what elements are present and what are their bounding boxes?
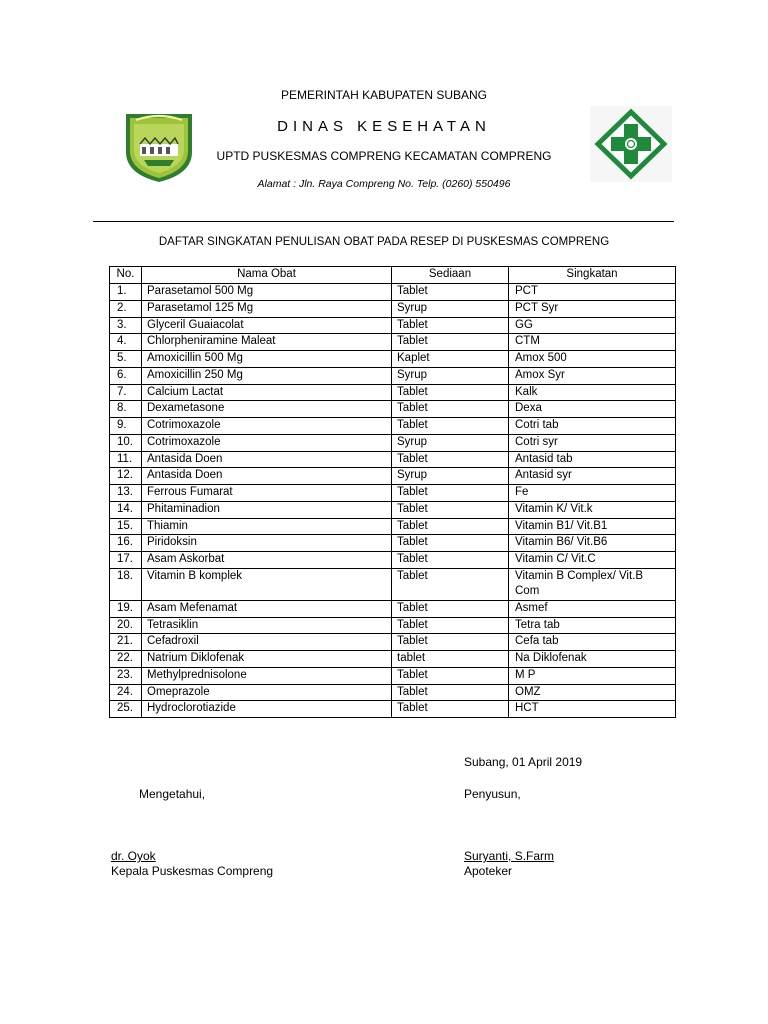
drug-name: Parasetamol 500 Mg — [142, 284, 392, 301]
dosage-form: Tablet — [392, 568, 509, 600]
table-row — [110, 651, 676, 668]
drug-name: Hydroclorotiazide — [142, 701, 392, 718]
abbreviation: PCT Syr — [509, 300, 676, 317]
row-number: 15. — [110, 518, 142, 535]
drug-name: Antasida Doen — [142, 468, 392, 485]
abbreviation: Vitamin C/ Vit.C — [509, 552, 676, 569]
abbreviation: Vitamin B Complex/ Vit.B Com — [509, 568, 676, 600]
table-row — [110, 384, 676, 401]
table-row — [110, 634, 676, 651]
dosage-form: tablet — [392, 651, 509, 668]
dosage-form: Tablet — [392, 334, 509, 351]
dosage-form: Tablet — [392, 401, 509, 418]
abbreviation: Vitamin B1/ Vit.B1 — [509, 518, 676, 535]
signature-left-name: dr. Oyok — [111, 849, 156, 863]
abbreviation: Vitamin B6/ Vit.B6 — [509, 535, 676, 552]
abbreviation: HCT — [509, 701, 676, 718]
drug-name: Phitaminadion — [142, 501, 392, 518]
drug-name: Chlorpheniramine Maleat — [142, 334, 392, 351]
table-row — [110, 434, 676, 451]
abbreviation: Cotri syr — [509, 434, 676, 451]
abbreviation: Cotri tab — [509, 418, 676, 435]
drug-name: Glyceril Guaiacolat — [142, 317, 392, 334]
drug-name: Vitamin B komplek — [142, 568, 392, 600]
drug-name: Omeprazole — [142, 684, 392, 701]
abbreviation: Kalk — [509, 384, 676, 401]
dosage-form: Tablet — [392, 485, 509, 502]
drug-name: Asam Mefenamat — [142, 600, 392, 617]
dosage-form: Tablet — [392, 667, 509, 684]
dosage-form: Tablet — [392, 552, 509, 569]
row-number: 10. — [110, 434, 142, 451]
header-government: PEMERINTAH KABUPATEN SUBANG — [280, 88, 488, 102]
table-row — [110, 351, 676, 368]
row-number: 19. — [110, 600, 142, 617]
signature-left-role: Mengetahui, — [139, 787, 206, 801]
row-number: 9. — [110, 418, 142, 435]
abbreviation: Cefa tab — [509, 634, 676, 651]
signature-right-name: Suryanti, S.Farm — [464, 849, 555, 863]
table-row — [110, 701, 676, 718]
table-row — [110, 367, 676, 384]
drug-name: Natrium Diklofenak — [142, 651, 392, 668]
abbreviation: CTM — [509, 334, 676, 351]
dosage-form: Tablet — [392, 701, 509, 718]
dosage-form: Tablet — [392, 535, 509, 552]
table-row — [110, 418, 676, 435]
drug-name: Antasida Doen — [142, 451, 392, 468]
dosage-form: Tablet — [392, 600, 509, 617]
row-number: 4. — [110, 334, 142, 351]
table-row — [110, 501, 676, 518]
drug-name: Calcium Lactat — [142, 384, 392, 401]
drug-name: Amoxicillin 500 Mg — [142, 351, 392, 368]
table-row — [110, 667, 676, 684]
table-row — [110, 568, 676, 600]
drug-name: Asam Askorbat — [142, 552, 392, 569]
table-row — [110, 401, 676, 418]
dosage-form: Tablet — [392, 617, 509, 634]
dosage-form: Kaplet — [392, 351, 509, 368]
abbreviation: Amox 500 — [509, 351, 676, 368]
dosage-form: Tablet — [392, 451, 509, 468]
row-number: 20. — [110, 617, 142, 634]
abbreviation: Na Diklofenak — [509, 651, 676, 668]
abbreviation: OMZ — [509, 684, 676, 701]
dosage-form: Syrup — [392, 367, 509, 384]
drug-name: Dexametasone — [142, 401, 392, 418]
row-number: 22. — [110, 651, 142, 668]
dosage-form: Tablet — [392, 384, 509, 401]
table-row — [110, 451, 676, 468]
row-number: 17. — [110, 552, 142, 569]
drug-name: Tetrasiklin — [142, 617, 392, 634]
signature-left-title: Kepala Puskesmas Compreng — [111, 864, 274, 878]
row-number: 13. — [110, 485, 142, 502]
abbreviation: Asmef — [509, 600, 676, 617]
table-row — [110, 284, 676, 301]
header-address: Alamat : Jln. Raya Compreng No. Telp. (0260) 550496 — [257, 178, 511, 190]
abbreviation: Dexa — [509, 401, 676, 418]
table-row — [110, 552, 676, 569]
dosage-form: Tablet — [392, 418, 509, 435]
table-header-row — [110, 267, 676, 284]
row-number: 16. — [110, 535, 142, 552]
abbreviation: Tetra tab — [509, 617, 676, 634]
table-row — [110, 684, 676, 701]
header-singkatan: Singkatan — [509, 267, 676, 284]
signature-right-title: Apoteker — [464, 864, 513, 878]
abbreviation: M P — [509, 667, 676, 684]
row-number: 3. — [110, 317, 142, 334]
signature-right-role: Penyusun, — [464, 787, 521, 801]
row-number: 23. — [110, 667, 142, 684]
abbreviation: Antasid syr — [509, 468, 676, 485]
header-divider — [93, 221, 674, 222]
drug-name: Amoxicillin 250 Mg — [142, 367, 392, 384]
table-row — [110, 600, 676, 617]
header-no: No. — [110, 267, 142, 284]
row-number: 25. — [110, 701, 142, 718]
drug-name: Ferrous Fumarat — [142, 485, 392, 502]
dosage-form: Syrup — [392, 434, 509, 451]
drug-name: Cefadroxil — [142, 634, 392, 651]
dosage-form: Tablet — [392, 518, 509, 535]
dosage-form: Syrup — [392, 300, 509, 317]
row-number: 11. — [110, 451, 142, 468]
drug-name: Cotrimoxazole — [142, 418, 392, 435]
dosage-form: Tablet — [392, 634, 509, 651]
header-agency: DINAS KESEHATAN — [277, 118, 491, 135]
puskesmas-cross-logo-icon — [590, 106, 672, 182]
row-number: 6. — [110, 367, 142, 384]
drug-name: Methylprednisolone — [142, 667, 392, 684]
document-title: DAFTAR SINGKATAN PENULISAN OBAT PADA RESEP DI PUSKESMAS COMPRENG — [158, 236, 610, 248]
header-unit: UPTD PUSKESMAS COMPRENG KECAMATAN COMPRENG — [216, 149, 552, 163]
table-row — [110, 617, 676, 634]
row-number: 14. — [110, 501, 142, 518]
drug-abbreviation-table — [109, 266, 676, 718]
header-sediaan: Sediaan — [392, 267, 509, 284]
table-row — [110, 468, 676, 485]
row-number: 21. — [110, 634, 142, 651]
row-number: 7. — [110, 384, 142, 401]
abbreviation: Amox Syr — [509, 367, 676, 384]
row-number: 2. — [110, 300, 142, 317]
signature-date: Subang, 01 April 2019 — [464, 755, 583, 769]
drug-name: Cotrimoxazole — [142, 434, 392, 451]
row-number: 5. — [110, 351, 142, 368]
abbreviation: PCT — [509, 284, 676, 301]
dosage-form: Tablet — [392, 317, 509, 334]
header-nama-obat: Nama Obat — [142, 267, 392, 284]
drug-name: Parasetamol 125 Mg — [142, 300, 392, 317]
row-number: 1. — [110, 284, 142, 301]
table-row — [110, 485, 676, 502]
abbreviation: Antasid tab — [509, 451, 676, 468]
abbreviation: Vitamin K/ Vit.k — [509, 501, 676, 518]
table-row — [110, 535, 676, 552]
table-row — [110, 317, 676, 334]
drug-name: Piridoksin — [142, 535, 392, 552]
dosage-form: Tablet — [392, 284, 509, 301]
drug-name: Thiamin — [142, 518, 392, 535]
row-number: 12. — [110, 468, 142, 485]
abbreviation: Fe — [509, 485, 676, 502]
table-row — [110, 334, 676, 351]
row-number: 8. — [110, 401, 142, 418]
abbreviation: GG — [509, 317, 676, 334]
dosage-form: Tablet — [392, 501, 509, 518]
dosage-form: Tablet — [392, 684, 509, 701]
dosage-form: Syrup — [392, 468, 509, 485]
kabupaten-subang-emblem-icon — [120, 108, 198, 184]
table-row — [110, 518, 676, 535]
row-number: 18. — [110, 568, 142, 600]
table-row — [110, 300, 676, 317]
row-number: 24. — [110, 684, 142, 701]
